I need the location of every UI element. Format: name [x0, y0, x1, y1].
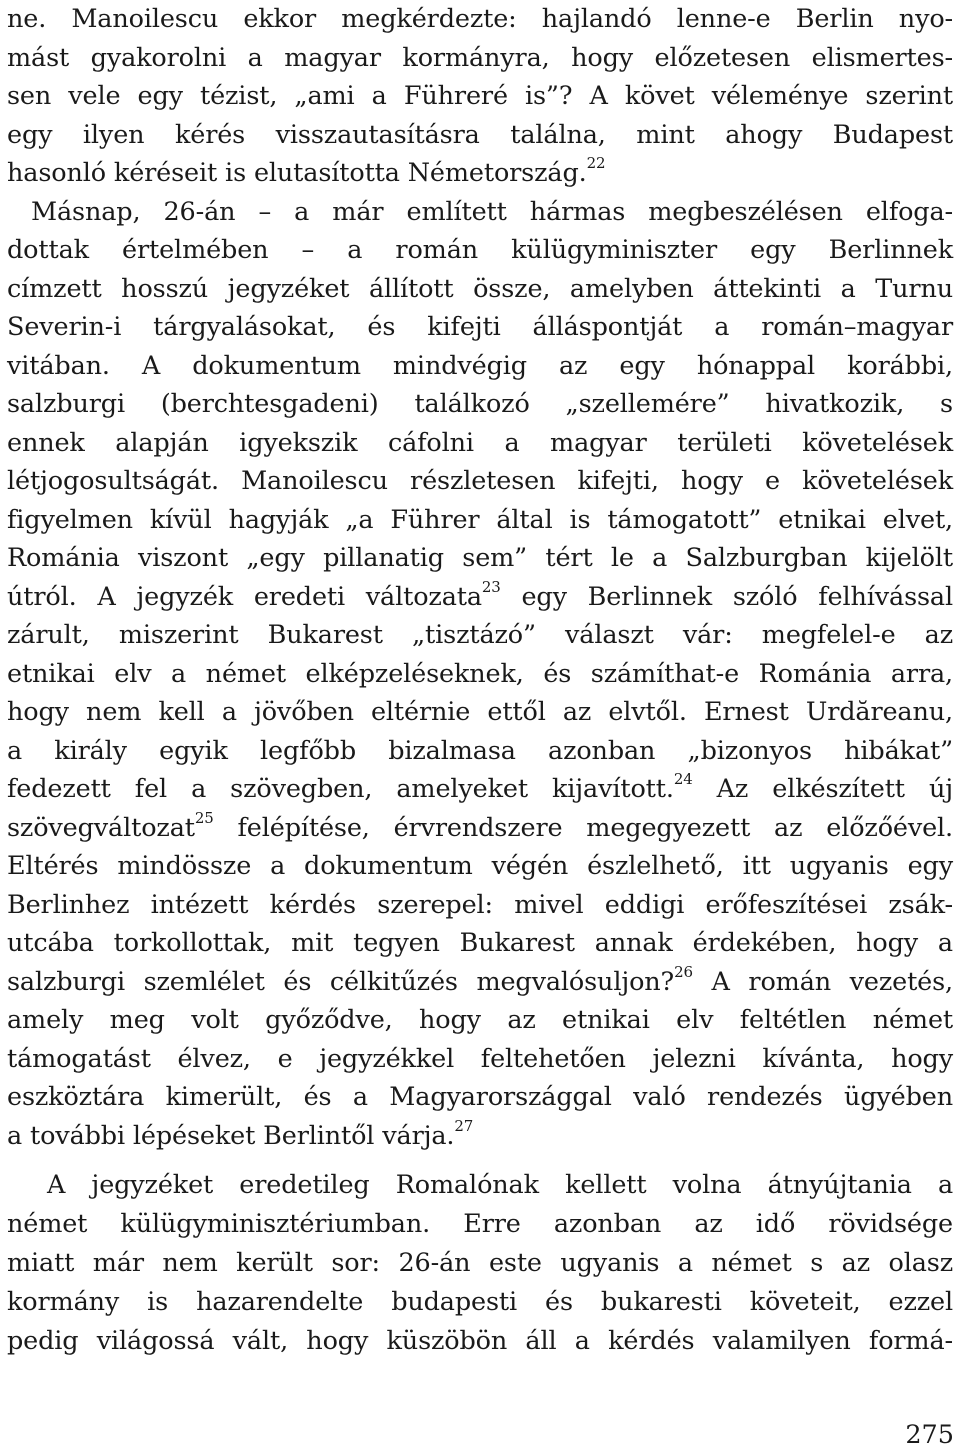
footnote-marker: 22 — [586, 153, 606, 172]
text-line: ne. Manoilescu ekkor megkérdezte: hajlandó lenne-e Berlin nyo- — [7, 4, 953, 34]
text-line: Severin-i tárgyalásokat, és kifejti álláspontját a román–magyar — [7, 312, 953, 342]
text-span: felépítése, érvrendszere megegyezett az előzőével. — [213, 813, 953, 843]
text-span: A román vezetés, — [692, 967, 954, 997]
footnote-marker: 26 — [674, 962, 693, 981]
text-line: eszköztára kimerült, és a Magyarországgal való rendezés ügyében — [7, 1082, 953, 1112]
text-line: mást gyakorolni a magyar kormányra, hogy előzetesen elismertes- — [7, 43, 953, 73]
text-line: pedig világossá vált, hogy küszöbön áll a kérdés valamilyen formá- — [7, 1326, 953, 1356]
text-line: címzett hosszú jegyzéket állított össze, amelyben áttekinti a Turnu — [7, 274, 953, 304]
footnote-marker: 27 — [454, 1116, 474, 1135]
text-span: egy Berlinnek szóló felhívással — [500, 582, 953, 612]
text-line: etnikai elv a német elképzeléseknek, és számíthat-e Románia arra, — [7, 659, 953, 689]
text-line — [7, 1117, 953, 1156]
text-line: ennek alapján igyekszik cáfolni a magyar területi követelések — [7, 428, 953, 458]
text-line: hogy nem kell a jövőben eltérnie ettől az elvtől. Ernest Urdăreanu, — [7, 697, 953, 727]
text-span: fedezett fel a szövegben, amelyeket kijavított. — [7, 774, 674, 804]
text-line: Másnap, 26-án – a már említett hármas megbeszélésen elfoga- — [31, 197, 953, 227]
text-line: Berlinhez intézett kérdés szerepel: mivel eddigi erőfeszítései zsák- — [7, 890, 953, 920]
footnote-marker: 23 — [481, 577, 501, 596]
text-line: létjogosultságát. Manoilescu részletesen kifejti, hogy e követelések — [7, 466, 953, 496]
text-line: miatt már nem került sor: 26-án este ugyanis a német s az olasz — [7, 1248, 953, 1278]
text-line: támogatást élvez, e jegyzékkel feltehetően jelezni kívánta, hogy — [7, 1044, 953, 1074]
text-span: szövegváltozat — [7, 813, 195, 843]
text-line: dottak értelmében – a román külügyminiszter egy Berlinnek — [7, 235, 953, 265]
text-line: Románia viszont „egy pillanatig sem” tért le a Salzburgban kijelölt — [7, 543, 953, 573]
text-line — [7, 578, 953, 617]
text-line: a király egyik legfőbb bizalmasa azonban „bizonyos hibákat” — [7, 736, 953, 766]
text-line: utcába torkollottak, mit tegyen Bukarest annak érdekében, hogy a — [7, 928, 953, 958]
text-span: hasonló kéréseit is elutasította Németország. — [7, 158, 587, 188]
text-line: figyelmen kívül hagyják „a Führer által is támogatott” etnikai elvet, — [7, 505, 953, 535]
text-line: vitában. A dokumentum mindvégig az egy hónappal korábbi, — [7, 351, 953, 381]
text-line — [7, 963, 953, 1002]
text-line: egy ilyen kérés visszautasításra találna, mint ahogy Budapest — [7, 120, 953, 150]
text-line — [7, 770, 953, 809]
text-line: zárult, miszerint Bukarest „tisztázó” választ vár: megfelel-e az — [7, 620, 953, 650]
footnote-marker: 24 — [673, 769, 693, 788]
text-span: salzburgi szemlélet és célkitűzés megvalósuljon? — [7, 967, 675, 997]
page-number: 275 — [905, 1420, 954, 1450]
text-line — [7, 809, 953, 848]
text-line: német külügyminisztériumban. Erre azonban az idő rövidsége — [7, 1209, 953, 1239]
text-line: salzburgi (berchtesgadeni) találkozó „szellemére” hivatkozik, s — [7, 389, 953, 419]
footnote-marker: 25 — [194, 808, 214, 827]
text-line: kormány is hazarendelte budapesti és bukaresti követeit, ezzel — [7, 1287, 953, 1317]
text-span: Az elkészített új — [692, 774, 953, 804]
text-line: Eltérés mindössze a dokumentum végén észlelhető, itt ugyanis egy — [7, 851, 953, 881]
text-line: A jegyzéket eredetileg Romalónak kellett volna átnyújtania a — [47, 1170, 953, 1200]
text-line: amely meg volt győződve, hogy az etnikai elv feltétlen német — [7, 1005, 953, 1035]
text-span: a további lépéseket Berlintől várja. — [7, 1121, 455, 1151]
text-span: útról. A jegyzék eredeti változata — [7, 582, 482, 612]
text-line — [7, 154, 953, 193]
text-line: sen vele egy tézist, „ami a Führeré is”? A követ véleménye szerint — [7, 81, 953, 111]
